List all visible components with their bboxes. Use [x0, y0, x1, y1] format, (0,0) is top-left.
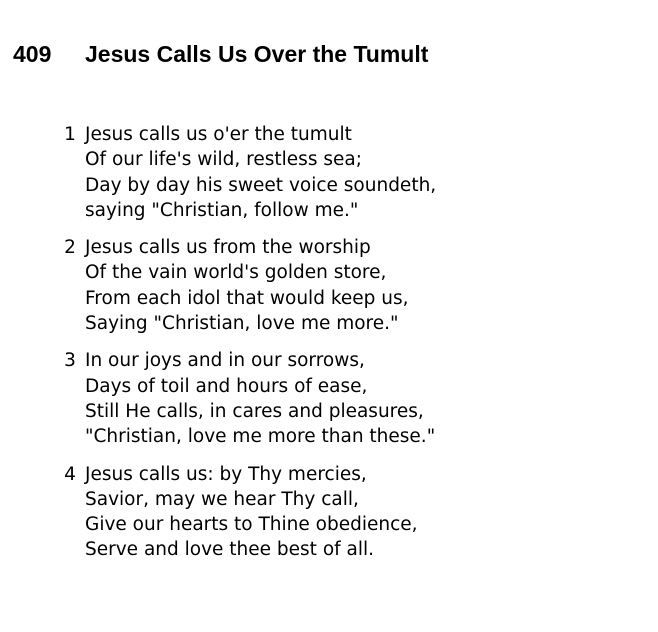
- verse-lines: [85, 122, 436, 223]
- verse-line: In our joys and in our sorrows,: [85, 350, 365, 372]
- verse-line: saying "Christian, follow me.": [85, 199, 359, 221]
- verse-1: [55, 122, 655, 223]
- verse-line: Days of toil and hours of ease,: [85, 375, 368, 397]
- hymn-header: [13, 41, 428, 68]
- hymn-number: 409: [13, 41, 52, 67]
- verse-line: Of the vain world's golden store,: [85, 262, 387, 284]
- verse-4: [55, 462, 655, 563]
- verse-line: Serve and love thee best of all.: [85, 539, 375, 561]
- verse-2: [55, 235, 655, 336]
- verse-line: Savior, may we hear Thy call,: [85, 488, 359, 510]
- verse-3: [55, 348, 655, 449]
- verse-line: From each idol that would keep us,: [85, 287, 409, 309]
- verse-line: Of our life's wild, restless sea;: [85, 149, 362, 171]
- verse-number: 4: [64, 463, 76, 485]
- verse-line: Give our hearts to Thine obedience,: [85, 514, 418, 536]
- verse-line: Day by day his sweet voice soundeth,: [85, 174, 437, 196]
- verse-number: 2: [64, 237, 76, 259]
- verse-number: 1: [64, 124, 76, 145]
- verse-line: Jesus calls us o'er the tumult: [85, 124, 352, 145]
- verse-line: Jesus calls us from the worship: [85, 237, 371, 259]
- verse-lines: [85, 348, 435, 449]
- verse-line: Saying "Christian, love me more.": [85, 313, 399, 335]
- verse-line: "Christian, love me more than these.": [85, 426, 436, 448]
- verse-lines: [85, 235, 409, 336]
- verse-number: 3: [64, 350, 76, 372]
- hymn-title: Jesus Calls Us Over the Tumult: [85, 41, 429, 67]
- verse-line: Jesus calls us: by Thy mercies,: [85, 463, 367, 485]
- verse-line: Still He calls, in cares and pleasures,: [85, 400, 424, 422]
- verse-lines: [85, 462, 418, 563]
- verses-list: [55, 122, 655, 575]
